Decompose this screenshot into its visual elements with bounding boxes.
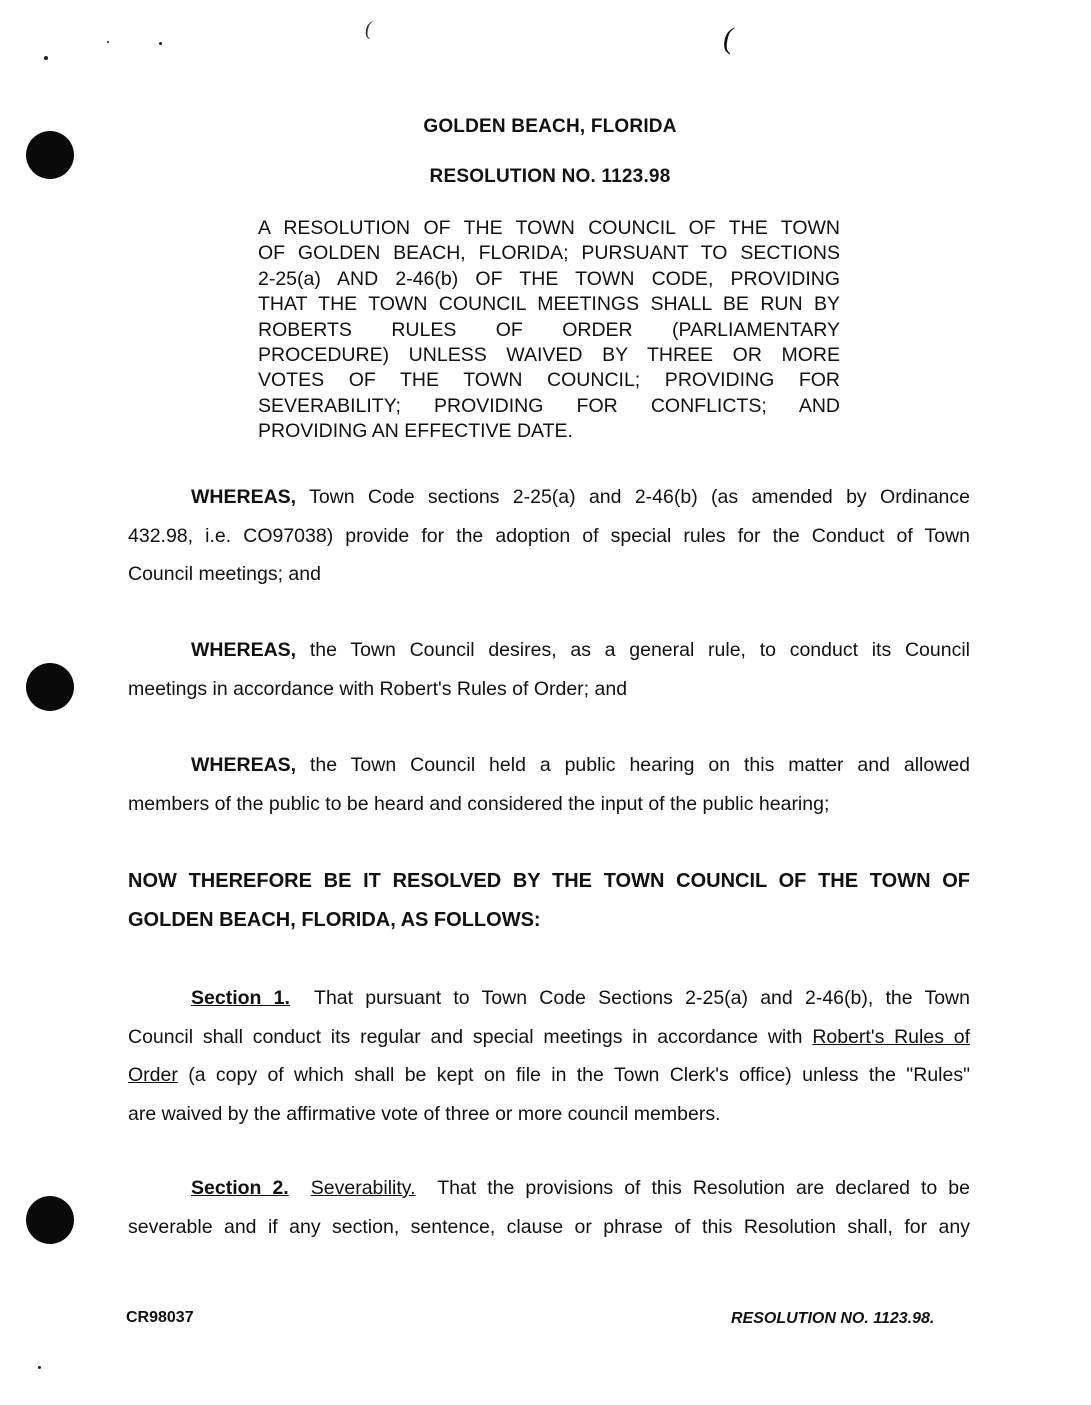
- whereas-text: the Town Council desires, as a general rule, to conduct its Council: [309, 639, 970, 661]
- scan-speck: [38, 1366, 41, 1369]
- section-1: [128, 979, 970, 1133]
- whereas-text: members of the public to be heard and considered the input of the public hearing;: [128, 792, 830, 815]
- roberts-rules-reference: Order: [128, 1064, 178, 1086]
- title-line: PROVIDING AN EFFECTIVE DATE.: [258, 420, 573, 443]
- resolved-clause: [128, 862, 970, 940]
- section-text: Council shall conduct its regular and special meetings in accordance with: [128, 1025, 803, 1048]
- resolved-text: GOLDEN BEACH, FLORIDA, AS FOLLOWS:: [128, 909, 541, 931]
- scan-mark: (: [365, 18, 372, 40]
- binder-hole-bottom: [26, 1196, 74, 1244]
- roberts-rules-reference: Robert's Rules of: [812, 1025, 970, 1048]
- scan-speck: [159, 42, 162, 45]
- title-line: ROBERTS RULES OF ORDER (PARLIAMENTARY: [258, 318, 840, 341]
- section-subheading: Severability.: [310, 1177, 416, 1199]
- title-line: OF GOLDEN BEACH, FLORIDA; PURSUANT TO SECTIONS: [258, 242, 840, 265]
- whereas-text: Town Code sections 2-25(a) and 2-46(b) (as amended by Ordinance: [309, 486, 970, 508]
- whereas-clause-1: [128, 478, 970, 594]
- whereas-text: 432.98, i.e. CO97038) provide for the adoption of special rules for the Conduct of Town: [128, 524, 970, 547]
- section-text: That the provisions of this Resolution are declared to be: [437, 1177, 970, 1199]
- whereas-text: Council meetings; and: [128, 563, 321, 585]
- resolution-title: [258, 216, 840, 445]
- title-line: THAT THE TOWN COUNCIL MEETINGS SHALL BE RUN BY: [258, 293, 840, 316]
- binder-hole-middle: [26, 663, 74, 711]
- section-text: severable and if any section, sentence, clause or phrase of this Resolution shall, for any: [128, 1215, 970, 1238]
- whereas-clause-2: [128, 631, 970, 708]
- town-heading: GOLDEN BEACH, FLORIDA: [423, 116, 677, 137]
- resolved-text: NOW THEREFORE BE IT RESOLVED BY THE TOWN COUNCIL OF THE TOWN OF: [128, 870, 970, 892]
- scan-speck: [107, 41, 109, 43]
- whereas-lead: WHEREAS,: [191, 754, 297, 776]
- title-line: SEVERABILITY; PROVIDING FOR CONFLICTS; AND: [258, 394, 840, 417]
- title-line: 2-25(a) AND 2-46(b) OF THE TOWN CODE, PROVIDING: [258, 267, 840, 290]
- resolution-number-heading: RESOLUTION NO. 1123.98: [429, 166, 671, 187]
- title-line: PROCEDURE) UNLESS WAIVED BY THREE OR MORE: [258, 344, 840, 367]
- whereas-text: meetings in accordance with Robert's Rules of Order; and: [128, 677, 628, 700]
- section-heading: Section 2.: [191, 1177, 289, 1199]
- whereas-clause-3: [128, 746, 970, 823]
- whereas-text: the Town Council held a public hearing on this matter and allowed: [310, 754, 971, 776]
- section-heading: Section 1.: [191, 987, 290, 1009]
- section-text: are waived by the affirmative vote of three or more council members.: [128, 1102, 721, 1125]
- footer-resolution-number: RESOLUTION NO. 1123.98.: [731, 1310, 935, 1327]
- title-line: A RESOLUTION OF THE TOWN COUNCIL OF THE TOWN: [258, 217, 840, 239]
- title-line: VOTES OF THE TOWN COUNCIL; PROVIDING FOR: [258, 369, 840, 392]
- section-2: [128, 1169, 970, 1246]
- whereas-lead: WHEREAS,: [191, 486, 297, 508]
- section-text: (a copy of which shall be kept on file in the Town Clerk's office) unless the "Rules": [188, 1064, 971, 1086]
- footer-document-code: CR98037: [126, 1309, 194, 1326]
- scan-speck: [44, 56, 48, 60]
- whereas-lead: WHEREAS,: [191, 639, 297, 661]
- section-text: That pursuant to Town Code Sections 2-25(a) and 2-46(b), the Town: [314, 987, 970, 1009]
- scan-mark: (: [723, 22, 733, 55]
